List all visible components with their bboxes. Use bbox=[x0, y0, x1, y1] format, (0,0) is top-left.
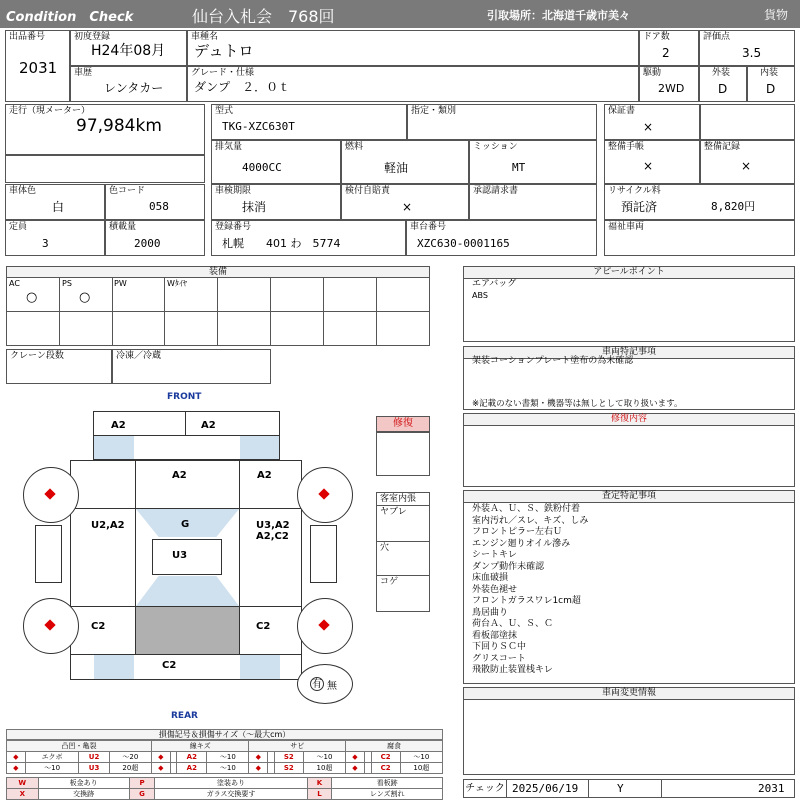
header-title: Condition Check bbox=[6, 10, 134, 25]
score: 3.5 bbox=[742, 46, 762, 60]
legend-size: 10超 bbox=[400, 763, 442, 774]
inspection-note-11: 荷台Ａ、Ｕ、Ｓ、Ｃ bbox=[472, 619, 554, 629]
freezer-cell: 冷凍／冷蔵 bbox=[112, 349, 271, 384]
registration-plate: 札幌 401 わ 5774 bbox=[222, 237, 341, 250]
maintenance-manual: × bbox=[643, 159, 654, 173]
legend-desc: エクボ bbox=[25, 752, 79, 763]
legend-code: C2 bbox=[371, 752, 400, 763]
legend-key-desc: レンズ割れ bbox=[332, 789, 443, 800]
legend-key-desc: 板金あり bbox=[38, 778, 129, 789]
damage-right-side-2: A2,C2 bbox=[256, 531, 289, 542]
inspection-note-14: グリスコート bbox=[472, 653, 526, 664]
legend-diamond: ◆ bbox=[346, 752, 365, 763]
legend-size: 10超 bbox=[303, 763, 345, 774]
repair-badge-area bbox=[376, 432, 430, 476]
plate-cell: 登録番号 札幌 401 わ 5774 bbox=[211, 220, 406, 256]
legend-size: 〜20 bbox=[109, 752, 151, 763]
mission: MT bbox=[512, 161, 526, 174]
legend-code: C2 bbox=[371, 763, 400, 774]
legend-diamond: ◆ bbox=[249, 763, 268, 774]
legend-desc bbox=[268, 763, 275, 774]
legend-key-code: X bbox=[7, 789, 39, 800]
cabin-panel: 客室内張 ヤブレ 穴 コゲ bbox=[376, 492, 430, 612]
legend-code: S2 bbox=[274, 752, 303, 763]
legend-key-code: W bbox=[7, 778, 39, 789]
drive: 2WD bbox=[658, 82, 685, 95]
legend-diamond: ◆ bbox=[152, 763, 171, 774]
exterior-grade: D bbox=[718, 82, 728, 96]
inspection-note-12: 看板部塗抹 bbox=[472, 630, 518, 641]
drive-cell: 駆動 2WD bbox=[639, 66, 699, 102]
chassis-number: XZC630-0001165 bbox=[417, 237, 510, 250]
maintenance-record: × bbox=[741, 159, 752, 173]
legend-size: 20超 bbox=[109, 763, 151, 774]
mission-cell: ミッション MT bbox=[469, 140, 597, 184]
legend-key-code: G bbox=[129, 789, 155, 800]
inspection-note-15: 飛散防止装置桟キレ bbox=[472, 665, 553, 675]
damage-diagram bbox=[0, 388, 372, 724]
damage-rear-left: C2 bbox=[91, 621, 106, 632]
designation-cell: 指定・類別 bbox=[407, 104, 597, 140]
inspection-cell: 車検期限 抹消 bbox=[211, 184, 341, 220]
inspection-note-4: エンジン廻りオイル滲み bbox=[472, 538, 571, 549]
inspection-note-7: 床血破損 bbox=[472, 573, 509, 583]
crane-cell: クレーン段数 bbox=[6, 349, 112, 384]
lot-number-cell: 出品番号 2031 bbox=[5, 30, 70, 102]
warranty-extra-cell bbox=[700, 104, 795, 140]
cabin-burn: コゲ bbox=[380, 577, 399, 587]
selfcheck-cell: 検付自賠責 × bbox=[341, 184, 469, 220]
history-cell: 車歴 レンタカー bbox=[70, 66, 187, 102]
pickup-location: 引取場所：北海道千歳市美々 bbox=[487, 9, 630, 22]
doors-cell: ドア数 2 bbox=[639, 30, 699, 66]
legend-panel: 損傷記号＆損傷サイズ（〜最大cm） 凸凹・亀裂 線キズ サビ 腐食 ◆ エクボ U2 〜20 ◆ A2 〜10 ◆ S2 〜10 ◆ C2 〜10 ◆ 〜10 U3 20超 ◆ A2 〜10 ◆ S2 10超 ◆ C2 10超 W 板金あり P 塗装あり K 看板跡 X 交換跡 G ガラス交換要す L レンズ割れ bbox=[6, 729, 443, 800]
liability-insurance: × bbox=[402, 200, 413, 214]
damage-hood: A2 bbox=[172, 470, 187, 481]
fuel-cell: 燃料 軽油 bbox=[341, 140, 469, 184]
legend-code: A2 bbox=[177, 752, 207, 763]
change-info-panel: 車両変更情報 bbox=[463, 687, 795, 775]
vehicle-category: 貨物 bbox=[764, 8, 789, 22]
special-note: ※記載のない書類・機器等は無しとして取り扱います。 bbox=[472, 399, 683, 409]
inspection-note-2: 室内汚れ／スレ、キズ、しみ bbox=[472, 515, 589, 526]
legend-diamond: ◆ bbox=[249, 752, 268, 763]
spare-tire: 有 無 bbox=[297, 664, 353, 704]
appeal-panel: アピールポイント エアバッグ ABS bbox=[463, 266, 795, 342]
special-line-1: 架装コーションプレート塗布の為未確認 bbox=[472, 356, 634, 366]
damage-left-side: U2,A2 bbox=[91, 520, 125, 531]
approval-cell: 承認請求書 bbox=[469, 184, 597, 220]
check-mark: Y bbox=[617, 782, 624, 795]
rear-deck bbox=[136, 607, 239, 654]
rear-right-tire bbox=[297, 598, 353, 654]
record-cell: 整備記録 × bbox=[700, 140, 795, 184]
legend-diamond: ◆ bbox=[7, 752, 26, 763]
welfare-cell: 福祉車両 bbox=[604, 220, 795, 256]
legend-key-desc: 看板跡 bbox=[332, 778, 443, 789]
interior-cell: 内装 D bbox=[747, 66, 795, 102]
legend-diamond: ◆ bbox=[152, 752, 171, 763]
inspection-notes-panel: 査定特記事項 外装Ａ、Ｕ、Ｓ、鉄粉付着 室内汚れ／スレ、キズ、しみ フロントピラー左右Ｕ エンジン廻りオイル滲み シートキレ ダンプ動作未確認 床血破損 外装色褪せ フロントガラスワレ1cm超 鳥居曲り 荷台Ａ、Ｕ、Ｓ、Ｃ 看板部塗抹 下回りＳＣ中 グリスコート 飛散防止装置桟キレ bbox=[463, 490, 795, 684]
inspection-expiry: 抹消 bbox=[242, 200, 267, 214]
equip-ac-mark: ○ bbox=[26, 290, 38, 305]
legend-desc bbox=[364, 752, 371, 763]
first-registration-cell: 初度登録 H24年08月 bbox=[70, 30, 187, 66]
vehicle-history: レンタカー bbox=[104, 81, 164, 95]
equip-wtire-label: Wﾀｲﾔ bbox=[167, 279, 187, 288]
manual-cell: 整備手帳 × bbox=[604, 140, 700, 184]
front-label: FRONT bbox=[167, 392, 202, 402]
inspection-note-9: フロントガラスワレ1cm超 bbox=[472, 596, 581, 606]
first-registration: H24年08月 bbox=[91, 43, 166, 59]
damage-front-left: A2 bbox=[111, 420, 126, 431]
legend-code: U2 bbox=[79, 752, 109, 763]
legend-key-desc: ガラス交換要す bbox=[155, 789, 307, 800]
inspection-note-3: フロントピラー左右Ｕ bbox=[472, 527, 563, 537]
capacity-cell: 定員 3 bbox=[5, 220, 105, 256]
legend-key-desc: 交換跡 bbox=[38, 789, 129, 800]
warranty-cell: 保証書 × bbox=[604, 104, 700, 140]
load-cell: 積載量 2000 bbox=[105, 220, 205, 256]
rear-left-tire bbox=[23, 598, 79, 654]
vehicle-name: デュトロ bbox=[194, 42, 254, 60]
damage-front-right: A2 bbox=[201, 420, 216, 431]
grade: ダンプ ２．０ｔ bbox=[194, 80, 291, 94]
legend-desc bbox=[364, 763, 371, 774]
recycle-fee: 8,820円 bbox=[711, 200, 756, 213]
fuel: 軽油 bbox=[384, 161, 409, 175]
displacement-cell: 排気量 4000CC bbox=[211, 140, 341, 184]
legend-desc bbox=[170, 752, 177, 763]
lot-number: 2031 bbox=[19, 59, 58, 77]
legend-code: A2 bbox=[177, 763, 207, 774]
damage-rear: C2 bbox=[162, 660, 177, 671]
legend-desc bbox=[170, 763, 177, 774]
legend-diamond: ◆ bbox=[7, 763, 26, 774]
damage-right-fender: A2 bbox=[257, 470, 272, 481]
legend-code: U3 bbox=[79, 763, 109, 774]
appeal-line-2: ABS bbox=[472, 291, 488, 300]
repair-badge: 修復 bbox=[376, 416, 430, 432]
mileage-cell: 走行（現メーター） 97,984km bbox=[5, 104, 205, 155]
displacement: 4000CC bbox=[242, 161, 282, 174]
equip-ps-mark: ○ bbox=[79, 290, 91, 305]
header-bar bbox=[0, 0, 800, 28]
inspection-note-13: 下回りＳＣ中 bbox=[472, 642, 527, 652]
check-date: 2025/06/19 bbox=[512, 782, 579, 795]
vehicle-name-cell: 車種名 デュトロ bbox=[187, 30, 639, 66]
recycle-cell: リサイクル料 預託済 8,820円 bbox=[604, 184, 795, 220]
model-cell: 型式 TKG-XZC630T bbox=[211, 104, 407, 140]
color-cell: 車体色 白 bbox=[5, 184, 105, 220]
legend-keys bbox=[6, 777, 443, 800]
chassis-cell: 車台番号 XZC630-0001165 bbox=[406, 220, 597, 256]
model-code: TKG-XZC630T bbox=[222, 120, 295, 133]
legend-size: 〜10 bbox=[207, 752, 249, 763]
recycle-status: 預託済 bbox=[621, 200, 658, 214]
legend-group-4: 腐食 bbox=[346, 741, 443, 752]
legend-group-1: 凸凹・亀裂 bbox=[7, 741, 152, 752]
legend-key-code: P bbox=[129, 778, 155, 789]
grade-cell: グレード・仕様 ダンプ ２．０ｔ bbox=[187, 66, 639, 102]
inspection-notes-list bbox=[472, 504, 588, 677]
front-right-tire bbox=[297, 467, 353, 523]
equip-ps-label: PS bbox=[62, 279, 72, 288]
legend-key-desc: 塗装あり bbox=[155, 778, 307, 789]
score-cell: 評価点 3.5 bbox=[699, 30, 795, 66]
interior-grade: D bbox=[766, 82, 776, 96]
warranty: × bbox=[643, 120, 654, 134]
legend-size: 〜10 bbox=[400, 752, 442, 763]
damage-rear-right: C2 bbox=[256, 621, 271, 632]
legend-code: S2 bbox=[274, 763, 303, 774]
damage-glass: G bbox=[181, 519, 190, 530]
legend-size: 〜10 bbox=[303, 752, 345, 763]
capacity: 3 bbox=[42, 237, 49, 250]
load-capacity: 2000 bbox=[134, 237, 161, 250]
equip-ac-label: AC bbox=[9, 279, 20, 288]
mileage-extra-cell bbox=[5, 155, 205, 183]
color-code-cell: 色コード 058 bbox=[105, 184, 205, 220]
equip-pw-label: PW bbox=[114, 279, 127, 288]
damage-right-side-1: U3,A2 bbox=[256, 520, 290, 531]
check-bar: チェック 2025/06/19 Y 2031 bbox=[463, 779, 795, 798]
inspection-note-8: 外装色褪せ bbox=[472, 584, 518, 595]
body-color: 白 bbox=[52, 200, 65, 214]
auction-name: 仙台入札会 768回 bbox=[192, 7, 335, 26]
front-left-tire bbox=[23, 467, 79, 523]
exterior-cell: 外装 D bbox=[699, 66, 747, 102]
legend-desc bbox=[268, 752, 275, 763]
appeal-line-1: エアバッグ bbox=[472, 279, 517, 289]
inspection-note-10: 鳥居曲り bbox=[472, 607, 509, 618]
check-lot: 2031 bbox=[758, 782, 785, 795]
special-notes-panel: 車両特記事項 架装コーションプレート塗布の為未確認 ※記載のない書類・機器等は無しとして取り扱います。 bbox=[463, 346, 795, 410]
inspection-note-5: シートキレ bbox=[472, 550, 517, 560]
legend-key-code: K bbox=[307, 778, 332, 789]
legend-size: 〜10 bbox=[207, 763, 249, 774]
inspection-note-6: ダンプ動作未確認 bbox=[472, 561, 545, 572]
cabin-hole: 穴 bbox=[380, 543, 390, 553]
repair-content-panel: 修復内容 bbox=[463, 413, 795, 487]
equipment-panel: 装備 AC ○ PS ○ PW Wﾀｲﾔ bbox=[6, 266, 430, 346]
rear-label: REAR bbox=[171, 711, 198, 721]
damage-roof: U3 bbox=[172, 550, 188, 561]
inspection-note-1: 外装Ａ、Ｕ、Ｓ、鉄粉付着 bbox=[472, 504, 581, 514]
mileage: 97,984km bbox=[76, 116, 162, 136]
legend-key-code: L bbox=[307, 789, 332, 800]
cabin-tear: ヤブレ bbox=[380, 507, 407, 517]
legend-table bbox=[6, 740, 443, 774]
legend-desc: 〜10 bbox=[25, 763, 79, 774]
color-code: 058 bbox=[149, 200, 169, 213]
legend-group-3: サビ bbox=[249, 741, 346, 752]
legend-diamond: ◆ bbox=[346, 763, 365, 774]
legend-group-2: 線キズ bbox=[152, 741, 249, 752]
doors: 2 bbox=[662, 46, 670, 60]
